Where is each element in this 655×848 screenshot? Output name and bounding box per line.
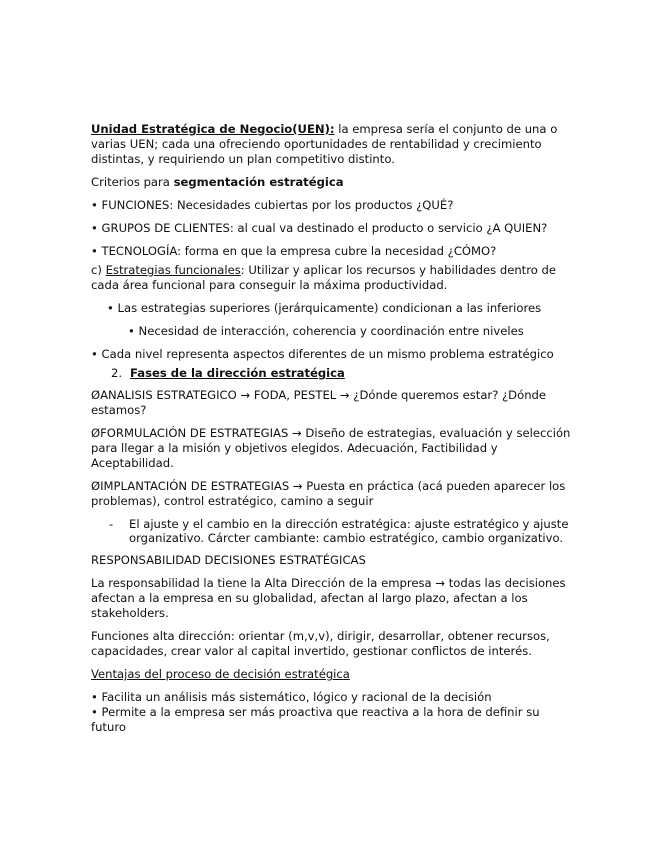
adjustment-text: El ajuste y el cambio en la dirección estratégica: ajuste estratégico y ajuste organizativo. Cárcter cambiante: cambio estratégico, cambio organizativo. — [129, 517, 569, 545]
phase-analysis: ØANALISIS ESTRATEGICO → FODA, PESTEL → ¿Dónde queremos estar? ¿Dónde estamos? — [91, 388, 547, 417]
advantage-item: • Facilita un análisis más sistemático, lógico y racional de la decisión — [91, 690, 492, 704]
uen-paragraph — [91, 122, 571, 167]
sub-bullet-hierarchy: • Las estrategias superiores (jerárquicamente) condicionan a las inferiores — [107, 301, 542, 315]
bullet-levels: • Cada nivel representa aspectos diferentes de un mismo problema estratégico — [91, 347, 554, 361]
functional-prefix: c) — [91, 263, 106, 277]
bullet-functions: • FUNCIONES: Necesidades cubiertas por los productos ¿QUÉ? — [91, 198, 454, 212]
advantages-title-text: Ventajas del proceso de decisión estratégica — [91, 667, 350, 681]
document-page — [91, 122, 571, 735]
functional-text: : Utilizar y aplicar los recursos y habilidades dentro de cada área funcional para conseguir la máxima productividad. — [91, 263, 556, 292]
section-2-number: 2. — [111, 366, 123, 380]
section-2-heading — [91, 366, 571, 380]
adjustment-item — [91, 517, 571, 545]
responsibility-paragraph: La responsabilidad la tiene la Alta Dirección de la empresa → todas las decisiones afectan a la empresa en su globalidad, afectan al largo plazo, afectan a los stakeholders. — [91, 576, 566, 620]
advantage-item: • Permite a la empresa ser más proactiva que reactiva a la hora de definir su futuro — [91, 705, 540, 734]
bullet-technology: • TECNOLOGÍA: forma en que la empresa cubre la necesidad ¿CÓMO? — [91, 244, 497, 258]
phase-formulation: ØFORMULACIÓN DE ESTRATEGIAS → Diseño de estrategias, evaluación y selección para llegar a la misión y objetivos elegidos. Adecuación, Factibilidad y Aceptabilidad. — [91, 426, 571, 470]
sub-bullet-interaction: • Necesidad de interacción, coherencia y coordinación entre niveles — [128, 324, 524, 338]
bullet-client-groups: • GRUPOS DE CLIENTES: al cual va destinado el producto o servicio ¿A QUIEN? — [91, 221, 548, 235]
criteria-line — [91, 175, 571, 190]
phase-implementation: ØIMPLANTACIÓN DE ESTRATEGIAS → Puesta en práctica (acá pueden aparecer los problemas), control estratégico, camino a seguir — [91, 479, 566, 508]
functional-strategies-paragraph — [91, 263, 571, 293]
uen-text: la empresa sería el conjunto de una o varias UEN; cada una ofreciendo oportunidades de rentabilidad y crecimiento distintas, y requiriendo un plan competitivo distinto. — [91, 122, 558, 166]
criteria-bold: segmentación estratégica — [173, 175, 344, 189]
functional-title: Estrategias funcionales — [105, 263, 241, 277]
functions-paragraph: Funciones alta dirección: orientar (m,v,v), dirigir, desarrollar, obtener recursos, capacidades, crear valor al capital invertido, gestionar conflictos de interés. — [91, 629, 550, 658]
section-2-title: Fases de la dirección estratégica — [130, 366, 345, 380]
responsibility-heading: RESPONSABILIDAD DECISIONES ESTRATÉGICAS — [91, 553, 366, 567]
uen-heading: Unidad Estratégica de Negocio(UEN): — [91, 122, 335, 136]
dash-marker: - — [109, 517, 114, 531]
criteria-prefix: Criterios para — [91, 175, 174, 189]
advantages-title — [91, 667, 571, 682]
